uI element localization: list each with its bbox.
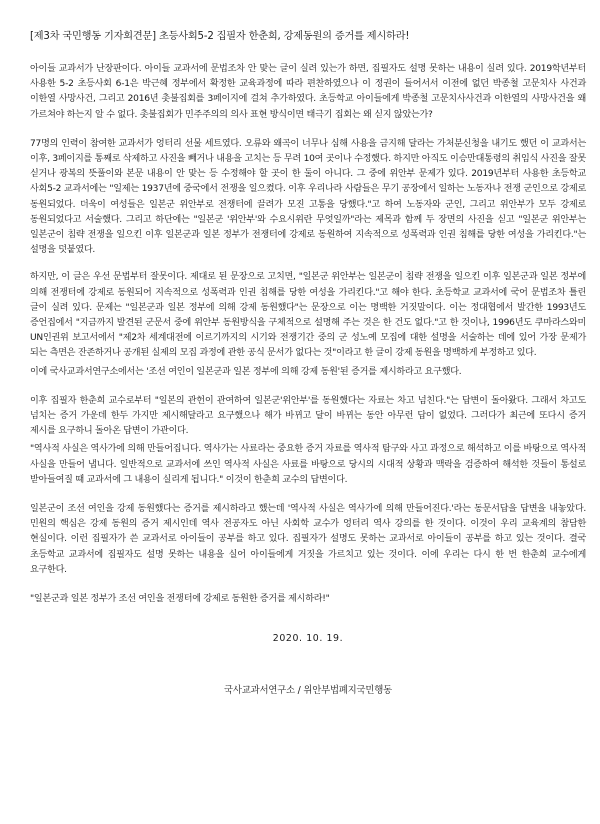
press-statement-page: [30, 30, 586, 698]
paragraph-conclusion: 일본군이 조선 여인을 강제 동원했다는 증거를 제시하라고 했는데 '역사적 사실은 역사가에 의해 만들어진다.'라는 동문서답을 답변을 내놓았다. 민원의 핵심은 강제 동원의 증거 제시인데 역사 전공자도 아닌 사회학 교수가 엉터리 역사 강의를 한 것이다. 이것이 우리 교육계의 참담한 현실이다. 이런 집필자가 쓴 교과서로 아이들이 공부를 하고 있다. 집필자가 설명도 못하는 교과서로 아이들이 공부를 하고 있는 것이다. 결국 초등학교 교과서에 집필자도 설명 못하는 내용을 실어 아이들에게 거짓을 가르치고 있는 것이다. 이에 우리는 다시 한 번 한춘희 교수에게 요구한다.: [30, 504, 586, 575]
document-title: [제3차 국민행동 기자회견문] 초등사회5-2 집필자 한춘희, 강제동원의 증거를 제시하라!: [30, 31, 410, 42]
paragraph-quoted-answer: "역사적 사실은 역사가에 의해 만들어집니다. 역사가는 사료라는 중요한 증거 자료를 역사적 탐구와 사고 과정으로 해석하고 이를 바탕으로 역사적 사실을 만들어 냅니다. 일반적으로 교과서에 쓰인 역사적 사실은 사료를 바탕으로 당시의 시대적 상황과 맥락을 검증하여 해석한 것들이 통설로 받아들여질 때 교과서에 그 내용이 실리게 됩니다." 이것이 한춘희 교수의 답변이다.: [30, 444, 586, 485]
statement-date: 2020. 10. 19.: [272, 633, 344, 645]
paragraph-author-response: 이후 집필자 한춘희 교수로부터 "일본의 관헌이 관여하여 일본군'위안부'를 동원했다는 자료는 차고 넘친다."는 답변이 돌아왔다. 그래서 차고도 넘치는 증거 가운데 한두 가지만 제시해달라고 요구했으나 해가 바뀌고 달이 바뀌는 동안 아무런 답이 없었다. 그러다가 최근에 또다시 증거 제시를 요구하니 돌아온 답변이 가관이다.: [30, 395, 586, 437]
signature-organizations: 국사교과서연구소 / 위안부법폐지국민행동: [224, 685, 392, 697]
demand-statement: "일본군과 일본 정부가 조선 여인을 전쟁터에 강제로 동원한 증거를 제시하라!": [30, 594, 330, 605]
paragraph-grammar-critique: 하지만, 이 글은 우선 문법부터 잘못이다. 제대로 된 문장으로 고치면, "일본군 위안부는 일본군이 침략 전쟁을 일으킨 이후 일본군과 일본 정부에 의해 전쟁터에 강제로 동원되어 지속적으로 성폭력과 인권 침해를 당한 여성을 가리킨다."고 해야 한다. 초등학교 교과서에 국어 문법조차 틀린 글이 실려 있다. 문제는 "일본군과 일본 정부에 의해 강제 동원했다"는 문장으로 이는 명백한 거짓말이다. 이는 정대협에서 발간한 1993년도 증언집에서 "지금까지 발견된 군문서 중에 위안부 동원방식을 구체적으로 설명해 주는 것은 한 건도 없다."고 한 것이나, 1996년도 쿠마라스와미 UN인권위 보고서에서 "제2차 세계대전에 이르기까지의 시기와 전쟁기간 중의 군 성노예 모집에 대한 설명을 서술하는 데에 있어 가장 문제가 되는 측면은 잔존하거나 공개된 실제의 모집 과정에 관한 공식 문서가 없다는 것"이라고 한 글이 강제 동원을 명백하게 부정하고 있다.: [30, 272, 586, 359]
paragraph-textbook-mess: 아이들 교과서가 난장판이다. 아이들 교과서에 문법조차 안 맞는 글이 실려 있는가 하면, 집필자도 설명 못하는 내용이 실려 있다. 2019학년부터 사용한 5-2 초등사회 6-1은 박근혜 정부에서 확정한 교육과정에 따라 편찬하였으나 이 정권이 들어서서 이전에 없던 박종철 고문치사 사건과 이한열 사망사건, 그리고 2016년 촛불집회를 3페이지에 걸쳐 추가하였다. 초등학교 아이들에게 박종철 고문치사사건과 이한열의 사망사건을 왜 가르쳐야 하는지 알 수 없다. 촛불집회가 민주주의의 의사 표현 방식이면 태극기 집회는 왜 싣지 않았는가?: [30, 64, 586, 120]
paragraph-institute-request: 이에 국사교과서연구소에서는 '조선 여인이 일본군과 일본 정부에 의해 강제 동원'된 증거를 제시하라고 요구했다.: [30, 366, 462, 377]
paragraph-comfort-women-description: 77명의 인력이 참여한 교과서가 엉터리 선물 세트였다. 오류와 왜곡이 너무나 심해 사용을 금지해 달라는 가처분신청을 내기도 했던 이 교과서는 이후, 3페이지를 통째로 삭제하고 사진을 빼거나 내용을 고치는 등 무려 10여 곳이나 수정했다. 하지만 아직도 이승만대통령의 취임식 사진을 잘못 싣거나 광복의 뜻풀이와 본문 내용이 안 맞는 등 수정해야 할 곳이 한 둘이 아니다. 그 중에 위안부 문제가 있다. 2019년부터 사용한 초등학교 사회5-2 교과서에는 "일제는 1937년에 중국에서 전쟁을 일으켰다. 이후 우리나라 사람들은 무기 공장에서 일하는 노동자나 전쟁 군인으로 강제로 동원되었다. 더욱이 여성들은 일본군 위안부로 전쟁터에 끌려가 모진 고통을 당했다."고 하여 노동자와 군인, 그리고 위안부가 모두 강제로 동원되었다고 서술했다. 그리고 하단에는 "일본군 '위안부'와 수요시위란 무엇일까"라는 제목과 함께 두 장면의 사진을 싣고 "일본군 위안부는 일본군이 침략 전쟁을 일으킨 이후 일본군과 일본 정부가 전쟁터에 강제로 동원하여 지속적으로 성폭력과 인권 침해를 당한 여성을 가리킨다."는 설명을 덧붙였다.: [30, 138, 586, 256]
